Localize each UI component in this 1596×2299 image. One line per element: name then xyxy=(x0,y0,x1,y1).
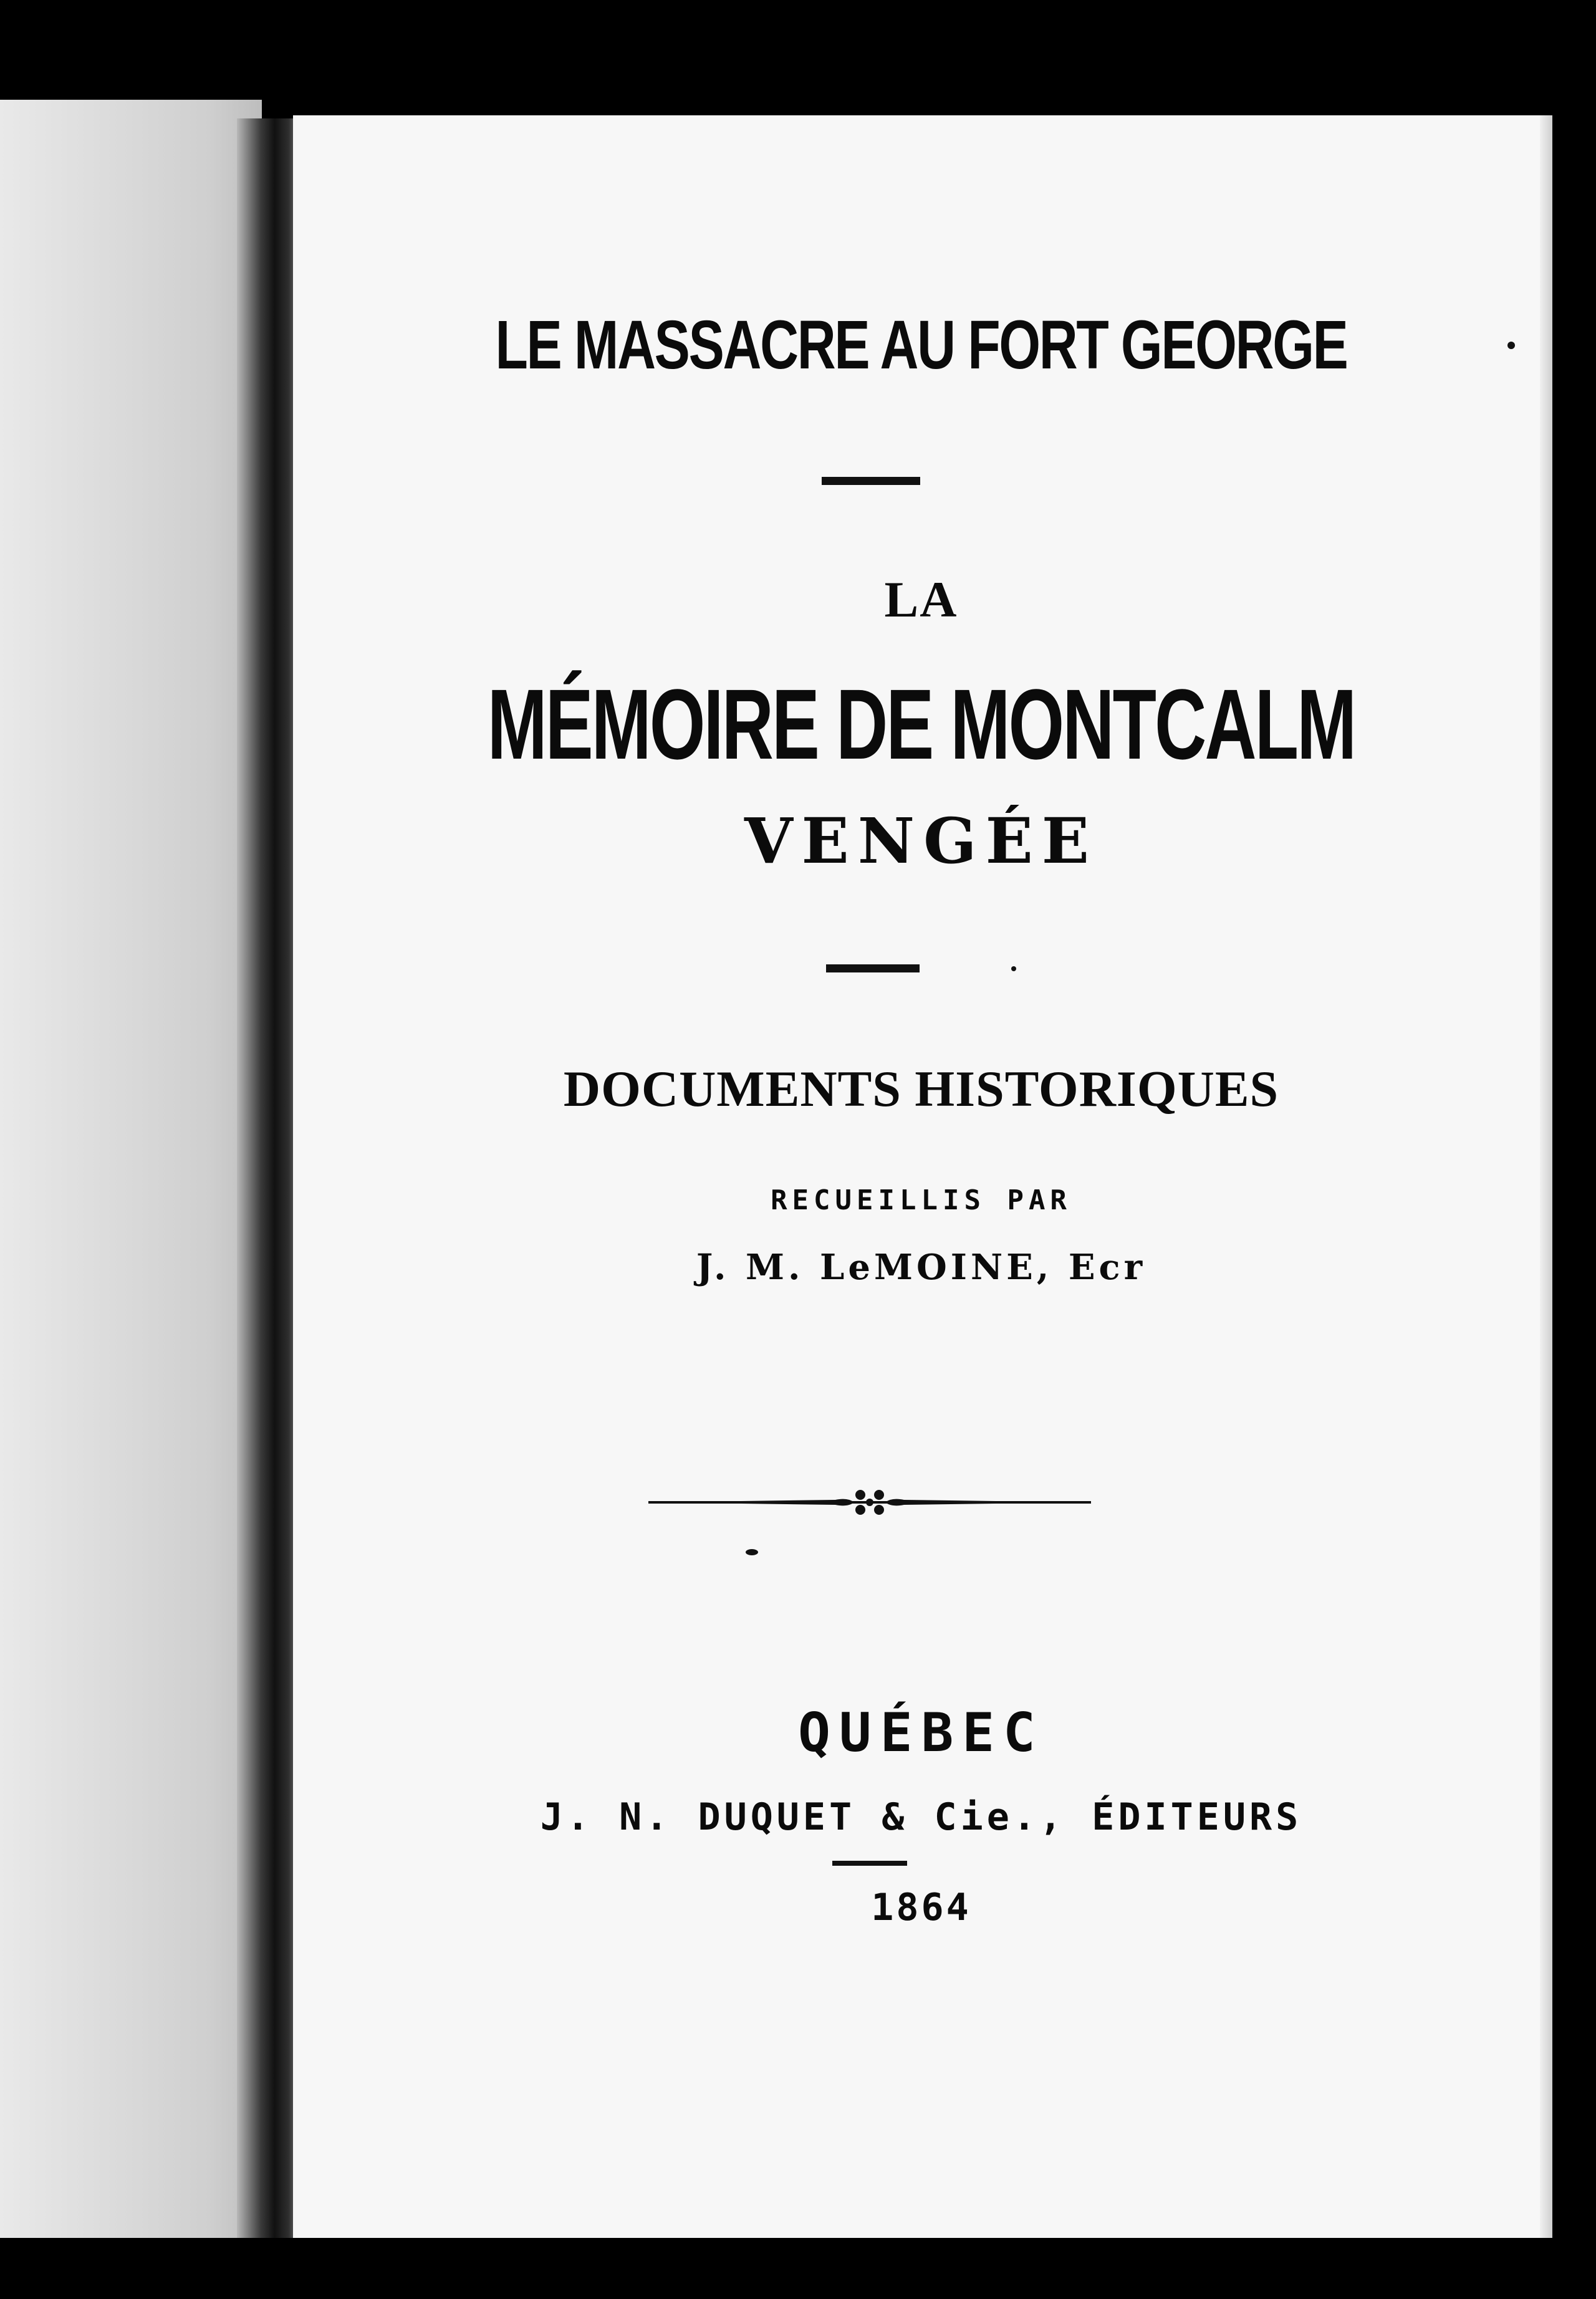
series-title: LE MASSACRE AU FORT GEORGE xyxy=(495,307,1347,383)
main-title-continued: VENGÉE xyxy=(744,804,1098,878)
ink-speck xyxy=(1011,966,1016,971)
divider-rule-1 xyxy=(822,477,920,485)
ink-speck xyxy=(746,1549,758,1555)
subtitle: DOCUMENTS HISTORIQUES xyxy=(563,1060,1279,1117)
collected-by-label: RECUEILLIS PAR xyxy=(771,1184,1072,1216)
divider-rule-3 xyxy=(832,1861,907,1866)
imprint-place: QUÉBEC xyxy=(798,1702,1044,1764)
facing-page xyxy=(0,100,262,2238)
imprint-year: 1864 xyxy=(871,1886,971,1929)
author-name: J. M. LeMOINE, Ecr xyxy=(696,1247,1147,1288)
ornament-divider xyxy=(648,1484,1091,1521)
main-title: MÉMOIRE DE MONTCALM xyxy=(487,668,1355,780)
divider-rule-2 xyxy=(826,964,920,972)
ink-speck xyxy=(1507,342,1515,349)
imprint-publisher: J. N. DUQUET & Cie., ÉDITEURS xyxy=(540,1795,1302,1839)
title-article: LA xyxy=(884,571,958,628)
